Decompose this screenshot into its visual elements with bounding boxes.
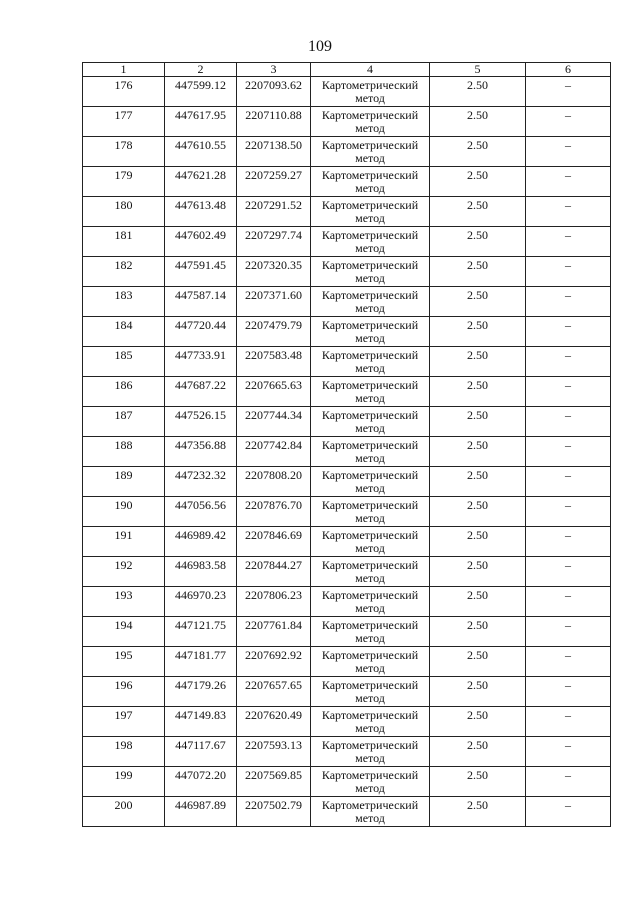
x-coordinate-cell: 447720.44 (165, 317, 237, 347)
x-coordinate-cell: 447179.26 (165, 677, 237, 707)
x-coordinate-cell: 447181.77 (165, 647, 237, 677)
x-coordinate-cell: 447587.14 (165, 287, 237, 317)
method-line: Картометрический (321, 798, 419, 812)
y-coordinate-cell: 2207569.85 (237, 767, 311, 797)
accuracy-cell: 2.50 (430, 257, 526, 287)
method-line: Картометрический (321, 138, 419, 152)
method-line: метод (355, 451, 385, 465)
method-line: Картометрический (321, 438, 419, 452)
accuracy-cell: 2.50 (430, 467, 526, 497)
x-coordinate-cell: 447526.15 (165, 407, 237, 437)
point-number-cell: 188 (83, 437, 165, 467)
accuracy-cell: 2.50 (430, 197, 526, 227)
point-number-cell: 187 (83, 407, 165, 437)
method-line: Картометрический (321, 108, 419, 122)
point-number-cell: 184 (83, 317, 165, 347)
method-line: Картометрический (321, 648, 419, 662)
method-line: метод (355, 331, 385, 345)
method-line: Картометрический (321, 78, 419, 92)
point-number-cell: 183 (83, 287, 165, 317)
note-cell: – (526, 677, 611, 707)
point-number-cell: 193 (83, 587, 165, 617)
x-coordinate-cell: 447591.45 (165, 257, 237, 287)
accuracy-cell: 2.50 (430, 437, 526, 467)
y-coordinate-cell: 2207808.20 (237, 467, 311, 497)
method-line: Картометрический (321, 498, 419, 512)
method-cell (311, 347, 430, 377)
y-coordinate-cell: 2207806.23 (237, 587, 311, 617)
column-header-2: 2 (165, 63, 237, 77)
point-number-cell: 192 (83, 557, 165, 587)
y-coordinate-cell: 2207692.92 (237, 647, 311, 677)
table-row (83, 227, 611, 257)
accuracy-cell: 2.50 (430, 317, 526, 347)
method-line: метод (355, 421, 385, 435)
accuracy-cell: 2.50 (430, 347, 526, 377)
method-cell (311, 467, 430, 497)
method-line: метод (355, 661, 385, 675)
method-cell (311, 767, 430, 797)
x-coordinate-cell: 447610.55 (165, 137, 237, 167)
note-cell: – (526, 167, 611, 197)
x-coordinate-cell: 447602.49 (165, 227, 237, 257)
note-cell: – (526, 317, 611, 347)
method-line: Картометрический (321, 768, 419, 782)
method-line: Картометрический (321, 318, 419, 332)
method-cell (311, 557, 430, 587)
x-coordinate-cell: 447599.12 (165, 77, 237, 107)
accuracy-cell: 2.50 (430, 797, 526, 827)
accuracy-cell: 2.50 (430, 737, 526, 767)
method-line: метод (355, 181, 385, 195)
note-cell: – (526, 437, 611, 467)
method-cell (311, 317, 430, 347)
method-cell (311, 407, 430, 437)
y-coordinate-cell: 2207620.49 (237, 707, 311, 737)
method-line: Картометрический (321, 738, 419, 752)
note-cell: – (526, 707, 611, 737)
note-cell: – (526, 647, 611, 677)
method-line: метод (355, 541, 385, 555)
page-number: 109 (308, 38, 332, 55)
method-cell (311, 617, 430, 647)
x-coordinate-cell: 447687.22 (165, 377, 237, 407)
x-coordinate-cell: 447617.95 (165, 107, 237, 137)
x-coordinate-cell: 446970.23 (165, 587, 237, 617)
table-row (83, 497, 611, 527)
point-number-cell: 191 (83, 527, 165, 557)
note-cell: – (526, 377, 611, 407)
point-number-cell: 178 (83, 137, 165, 167)
table-body (83, 77, 611, 827)
method-cell (311, 707, 430, 737)
y-coordinate-cell: 2207479.79 (237, 317, 311, 347)
note-cell: – (526, 107, 611, 137)
method-line: Картометрический (321, 258, 419, 272)
y-coordinate-cell: 2207093.62 (237, 77, 311, 107)
point-number-cell: 195 (83, 647, 165, 677)
table-row (83, 287, 611, 317)
x-coordinate-cell: 447733.91 (165, 347, 237, 377)
method-line: метод (355, 271, 385, 285)
note-cell: – (526, 617, 611, 647)
x-coordinate-cell: 447149.83 (165, 707, 237, 737)
accuracy-cell: 2.50 (430, 227, 526, 257)
point-number-cell: 177 (83, 107, 165, 137)
point-number-cell: 200 (83, 797, 165, 827)
method-line: метод (355, 301, 385, 315)
method-line: метод (355, 601, 385, 615)
y-coordinate-cell: 2207110.88 (237, 107, 311, 137)
method-cell (311, 287, 430, 317)
x-coordinate-cell: 447117.67 (165, 737, 237, 767)
method-cell (311, 587, 430, 617)
y-coordinate-cell: 2207846.69 (237, 527, 311, 557)
table-row (83, 407, 611, 437)
column-header-6: 6 (526, 63, 611, 77)
column-header-1: 1 (83, 63, 165, 77)
point-number-cell: 176 (83, 77, 165, 107)
method-line: метод (355, 811, 385, 825)
accuracy-cell: 2.50 (430, 587, 526, 617)
point-number-cell: 179 (83, 167, 165, 197)
method-cell (311, 737, 430, 767)
y-coordinate-cell: 2207744.34 (237, 407, 311, 437)
note-cell: – (526, 137, 611, 167)
y-coordinate-cell: 2207502.79 (237, 797, 311, 827)
point-number-cell: 189 (83, 467, 165, 497)
method-line: Картометрический (321, 558, 419, 572)
method-line: Картометрический (321, 378, 419, 392)
table-row (83, 797, 611, 827)
method-cell (311, 137, 430, 167)
accuracy-cell: 2.50 (430, 167, 526, 197)
table-row (83, 737, 611, 767)
method-line: метод (355, 91, 385, 105)
method-line: Картометрический (321, 588, 419, 602)
accuracy-cell: 2.50 (430, 77, 526, 107)
method-line: Картометрический (321, 348, 419, 362)
method-cell (311, 677, 430, 707)
note-cell: – (526, 737, 611, 767)
table-row (83, 137, 611, 167)
table-row (83, 617, 611, 647)
note-cell: – (526, 257, 611, 287)
note-cell: – (526, 527, 611, 557)
table-row (83, 437, 611, 467)
note-cell: – (526, 587, 611, 617)
x-coordinate-cell: 447072.20 (165, 767, 237, 797)
accuracy-cell: 2.50 (430, 677, 526, 707)
table-row (83, 257, 611, 287)
table-row (83, 467, 611, 497)
method-line: Картометрический (321, 528, 419, 542)
x-coordinate-cell: 447621.28 (165, 167, 237, 197)
y-coordinate-cell: 2207259.27 (237, 167, 311, 197)
method-line: метод (355, 691, 385, 705)
table-row (83, 377, 611, 407)
method-line: метод (355, 781, 385, 795)
point-number-cell: 194 (83, 617, 165, 647)
method-cell (311, 257, 430, 287)
y-coordinate-cell: 2207371.60 (237, 287, 311, 317)
x-coordinate-cell: 447613.48 (165, 197, 237, 227)
y-coordinate-cell: 2207742.84 (237, 437, 311, 467)
y-coordinate-cell: 2207297.74 (237, 227, 311, 257)
accuracy-cell: 2.50 (430, 707, 526, 737)
table-row (83, 317, 611, 347)
y-coordinate-cell: 2207138.50 (237, 137, 311, 167)
method-cell (311, 107, 430, 137)
note-cell: – (526, 467, 611, 497)
point-number-cell: 185 (83, 347, 165, 377)
table-row (83, 347, 611, 377)
x-coordinate-cell: 446989.42 (165, 527, 237, 557)
x-coordinate-cell: 447056.56 (165, 497, 237, 527)
coordinates-table (82, 62, 611, 827)
point-number-cell: 198 (83, 737, 165, 767)
accuracy-cell: 2.50 (430, 497, 526, 527)
column-header-3: 3 (237, 63, 311, 77)
point-number-cell: 197 (83, 707, 165, 737)
method-line: метод (355, 571, 385, 585)
accuracy-cell: 2.50 (430, 377, 526, 407)
table-row (83, 167, 611, 197)
note-cell: – (526, 287, 611, 317)
method-line: Картометрический (321, 198, 419, 212)
accuracy-cell: 2.50 (430, 137, 526, 167)
method-cell (311, 647, 430, 677)
method-line: Картометрический (321, 408, 419, 422)
table-row (83, 647, 611, 677)
note-cell: – (526, 197, 611, 227)
method-line: метод (355, 511, 385, 525)
note-cell: – (526, 407, 611, 437)
method-cell (311, 797, 430, 827)
method-cell (311, 437, 430, 467)
table-row (83, 707, 611, 737)
y-coordinate-cell: 2207761.84 (237, 617, 311, 647)
accuracy-cell: 2.50 (430, 527, 526, 557)
point-number-cell: 180 (83, 197, 165, 227)
method-line: Картометрический (321, 468, 419, 482)
y-coordinate-cell: 2207665.63 (237, 377, 311, 407)
table-row (83, 677, 611, 707)
x-coordinate-cell: 446983.58 (165, 557, 237, 587)
method-line: Картометрический (321, 708, 419, 722)
x-coordinate-cell: 446987.89 (165, 797, 237, 827)
accuracy-cell: 2.50 (430, 407, 526, 437)
table-row (83, 77, 611, 107)
table-row (83, 197, 611, 227)
method-cell (311, 227, 430, 257)
y-coordinate-cell: 2207593.13 (237, 737, 311, 767)
note-cell: – (526, 767, 611, 797)
accuracy-cell: 2.50 (430, 107, 526, 137)
table-row (83, 527, 611, 557)
accuracy-cell: 2.50 (430, 647, 526, 677)
method-line: Картометрический (321, 228, 419, 242)
accuracy-cell: 2.50 (430, 287, 526, 317)
method-line: метод (355, 211, 385, 225)
accuracy-cell: 2.50 (430, 617, 526, 647)
table-row (83, 767, 611, 797)
method-line: метод (355, 721, 385, 735)
method-cell (311, 527, 430, 557)
method-cell (311, 167, 430, 197)
y-coordinate-cell: 2207876.70 (237, 497, 311, 527)
point-number-cell: 196 (83, 677, 165, 707)
note-cell: – (526, 497, 611, 527)
point-number-cell: 182 (83, 257, 165, 287)
note-cell: – (526, 77, 611, 107)
method-cell (311, 377, 430, 407)
y-coordinate-cell: 2207657.65 (237, 677, 311, 707)
accuracy-cell: 2.50 (430, 767, 526, 797)
table-row (83, 107, 611, 137)
method-line: метод (355, 361, 385, 375)
method-line: метод (355, 151, 385, 165)
note-cell: – (526, 227, 611, 257)
note-cell: – (526, 347, 611, 377)
method-line: Картометрический (321, 168, 419, 182)
method-line: метод (355, 241, 385, 255)
method-cell (311, 77, 430, 107)
table-header-row (83, 63, 611, 77)
y-coordinate-cell: 2207844.27 (237, 557, 311, 587)
note-cell: – (526, 797, 611, 827)
method-line: метод (355, 121, 385, 135)
method-line: метод (355, 631, 385, 645)
x-coordinate-cell: 447356.88 (165, 437, 237, 467)
method-line: Картометрический (321, 288, 419, 302)
x-coordinate-cell: 447232.32 (165, 467, 237, 497)
method-cell (311, 497, 430, 527)
y-coordinate-cell: 2207583.48 (237, 347, 311, 377)
y-coordinate-cell: 2207291.52 (237, 197, 311, 227)
point-number-cell: 199 (83, 767, 165, 797)
table-row (83, 587, 611, 617)
x-coordinate-cell: 447121.75 (165, 617, 237, 647)
table-row (83, 557, 611, 587)
point-number-cell: 181 (83, 227, 165, 257)
method-line: Картометрический (321, 678, 419, 692)
method-line: метод (355, 481, 385, 495)
y-coordinate-cell: 2207320.35 (237, 257, 311, 287)
method-line: Картометрический (321, 618, 419, 632)
method-line: метод (355, 391, 385, 405)
column-header-4: 4 (311, 63, 430, 77)
accuracy-cell: 2.50 (430, 557, 526, 587)
column-header-5: 5 (430, 63, 526, 77)
method-cell (311, 197, 430, 227)
point-number-cell: 190 (83, 497, 165, 527)
point-number-cell: 186 (83, 377, 165, 407)
note-cell: – (526, 557, 611, 587)
method-line: метод (355, 751, 385, 765)
